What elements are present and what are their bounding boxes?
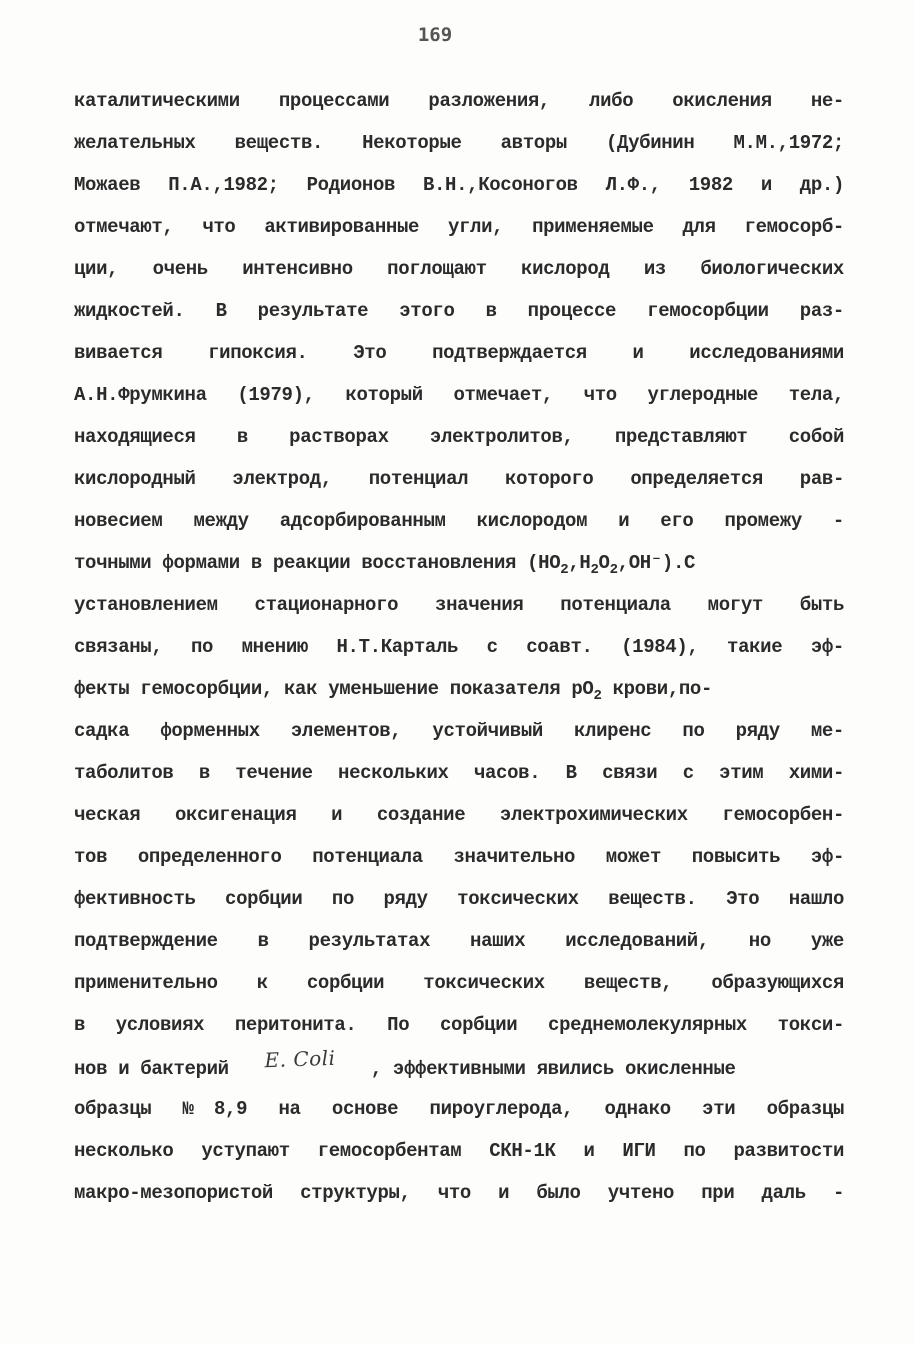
body-text	[74, 80, 844, 1214]
text-line: садка форменных элементов, устойчивый клиренс по ряду ме-	[74, 720, 844, 742]
text-line: новесием между адсорбированным кислородом и его промежу -	[74, 510, 844, 532]
text-line: А.Н.Фрумкина (1979), который отмечает, что углеродные тела,	[74, 384, 844, 406]
text-line: подтверждение в результатах наших исследований, но уже	[74, 930, 844, 952]
text-line: жидкостей. В результате этого в процессе гемосорбции раз-	[74, 300, 844, 322]
text-line: несколько уступают гемосорбентам СКН-1К и ИГИ по развитости	[74, 1140, 844, 1162]
text-segment: фекты гемосорбции, как уменьшение показателя рО	[74, 678, 594, 700]
text-segment: ,ОН⁻).С	[617, 552, 696, 574]
text-line: кислородный электрод, потенциал которого определяется рав-	[74, 468, 844, 490]
text-line-handwritten	[74, 1046, 844, 1088]
subscript: 2	[590, 562, 599, 578]
subscript: 2	[560, 562, 569, 578]
text-line: Можаев П.А.,1982; Родионов В.Н.,Косоногов Л.Ф., 1982 и др.)	[74, 174, 844, 196]
text-segment: , эффективными явились окисленные	[359, 1058, 736, 1080]
text-line: вивается гипоксия. Это подтверждается и исследованиями	[74, 342, 844, 364]
text-segment: точными формами в реакции восстановления (НО	[74, 552, 561, 574]
text-line: в условиях перитонита. По сорбции среднемолекулярных токси-	[74, 1014, 844, 1036]
text-line: желательных веществ. Некоторые авторы (Дубинин М.М.,1972;	[74, 132, 844, 154]
text-line: связаны, по мнению Н.Т.Карталь с соавт. (1984), такие эф-	[74, 636, 844, 658]
text-line: таболитов в течение нескольких часов. В связи с этим хими-	[74, 762, 844, 784]
text-segment: О	[598, 552, 610, 574]
text-segment: нов и бактерий	[74, 1058, 240, 1080]
text-line: отмечают, что активированные угли, применяемые для гемосорб-	[74, 216, 844, 238]
text-line: находящиеся в растворах электролитов, представляют собой	[74, 426, 844, 448]
text-segment: ,Н	[568, 552, 591, 574]
text-line: макро-мезопористой структуры, что и было учтено при даль -	[74, 1182, 844, 1204]
text-line: каталитическими процессами разложения, либо окисления не-	[74, 90, 844, 112]
text-line: применительно к сорбции токсических веществ, образующихся	[74, 972, 844, 994]
text-line: ции, очень интенсивно поглощают кислород из биологических	[74, 258, 844, 280]
text-line: установлением стационарного значения потенциала могут быть	[74, 594, 844, 616]
text-line: фективность сорбции по ряду токсических веществ. Это нашло	[74, 888, 844, 910]
text-line: образцы №8,9 на основе пироуглерода, однако эти образцы	[74, 1098, 844, 1120]
page-number: 169	[417, 24, 453, 46]
subscript: 2	[593, 688, 602, 704]
text-line: тов определенного потенциала значительно может повысить эф-	[74, 846, 844, 868]
subscript: 2	[609, 562, 618, 578]
text-segment: крови,по-	[601, 678, 713, 700]
handwritten-annotation: E. Coli	[263, 1045, 336, 1073]
text-line-formula	[74, 542, 844, 584]
text-line: ческая оксигенация и создание электрохимических гемосорбен-	[74, 804, 844, 826]
text-line-formula	[74, 668, 844, 710]
